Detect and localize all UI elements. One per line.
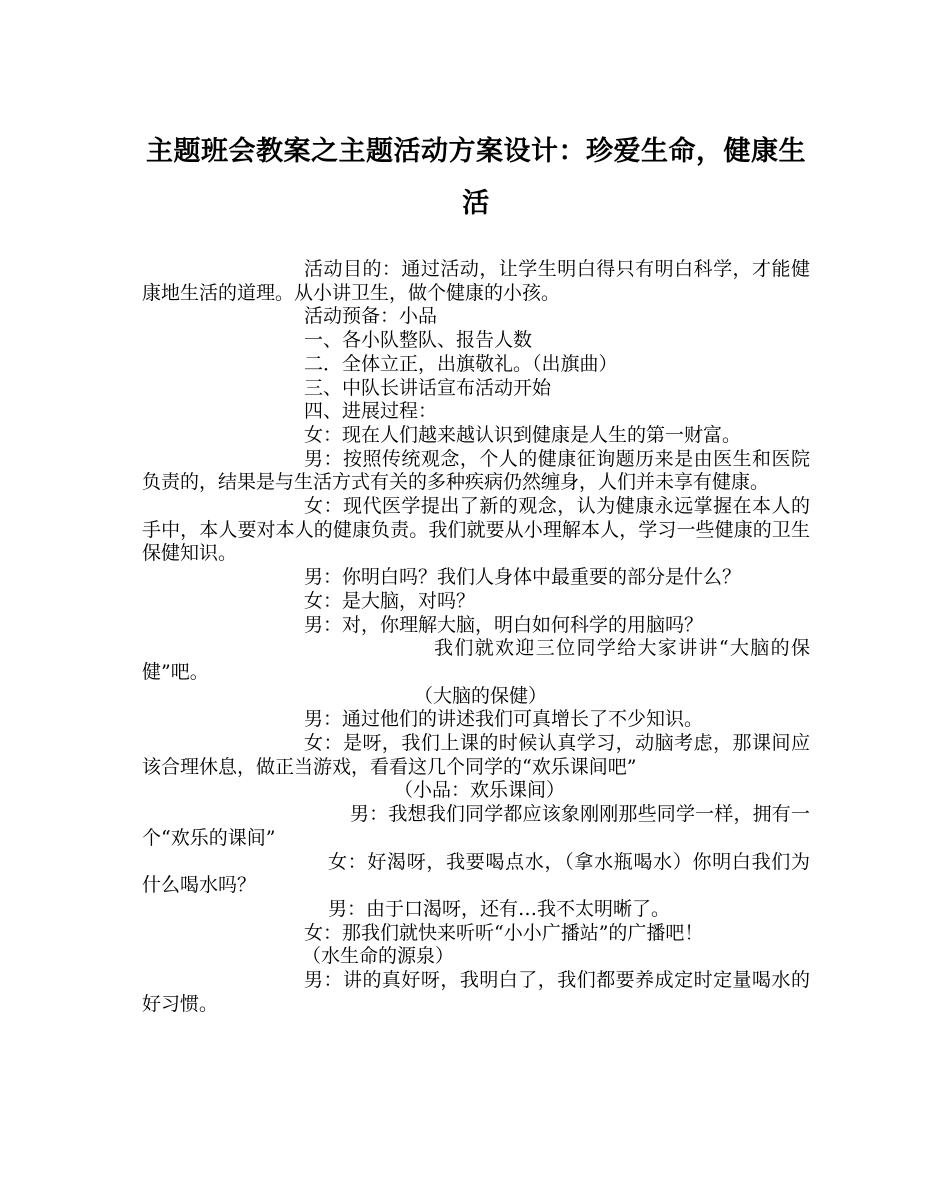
paragraph-dialogue: 女：现在人们越来越认识到健康是人生的第一财富。 (304, 423, 742, 446)
document-body (142, 258, 810, 1017)
paragraph-dialogue: 女：那我们就快来听听“小小广播站”的广播吧！ (304, 921, 704, 944)
paragraph-step-3: 三、中队长讲话宣布活动开始 (304, 376, 552, 399)
paragraph-dialogue: 男：我想我们同学都应该象刚刚那些同学一样，拥有一个“欢乐的课间” (142, 803, 810, 849)
paragraph-dialogue: 女：现代医学提出了新的观念，认为健康永远掌握在本人的手中，本人要对本人的健康负责。我们就要从小理解本人，学习一些健康的卫生保健知识。 (142, 495, 810, 565)
paragraph-preparation: 活动预备：小品 (304, 305, 438, 328)
paragraph-segment-label: （大脑的保健） (414, 684, 548, 707)
paragraph-dialogue: 男：讲的真好呀，我明白了，我们都要养成定时定量喝水的好习惯。 (142, 969, 810, 1015)
paragraph-dialogue: 男：通过他们的讲述我们可真增长了不少知识。 (304, 708, 704, 731)
paragraph-dialogue: 女：是呀，我们上课的时候认真学习，动脑考虑，那课间应该合理休息，做正当游戏，看看这几个同学的“欢乐课间吧” (142, 732, 810, 778)
paragraph-segment-label: （小品：欢乐课间） (394, 779, 566, 802)
paragraph-dialogue: 女：是大脑，对吗？ (304, 589, 476, 612)
paragraph-activity-goal: 活动目的：通过活动，让学生明白得只有明白科学，才能健康地生活的道理。从小讲卫生，做个健康的小孩。 (142, 258, 810, 304)
paragraph-dialogue: 男：按照传统观念，个人的健康征询题历来是由医生和医院负责的，结果是与生活方式有关的多种疾病仍然缠身，人们并未享有健康。 (142, 447, 810, 494)
paragraph-dialogue: 男：对，你理解大脑，明白如何科学的用脑吗？ (304, 613, 704, 636)
paragraph-step-2: 二．全体立正，出旗敬礼。（出旗曲） (304, 352, 618, 375)
document-title: 主题班会教案之主题活动方案设计：珍爱生命，健康生活 (146, 136, 806, 219)
paragraph-step-1: 一、各小队整队、报告人数 (304, 329, 533, 352)
paragraph-dialogue: 女：好渴呀，我要喝点水，（拿水瓶喝水）你明白我们为什么喝水吗？ (142, 850, 810, 897)
paragraph-dialogue: 男：由于口渴呀，还有…我不太明晰了。 (328, 897, 671, 920)
paragraph-dialogue: 我们就欢迎三位同学给大家讲讲“大脑的保健”吧。 (142, 637, 810, 683)
paragraph-dialogue: 男：你明白吗？我们人身体中最重要的部分是什么？ (304, 566, 742, 589)
paragraph-step-4: 四、进展过程： (304, 400, 438, 423)
paragraph-segment-label: （水生命的源泉） (302, 945, 455, 968)
